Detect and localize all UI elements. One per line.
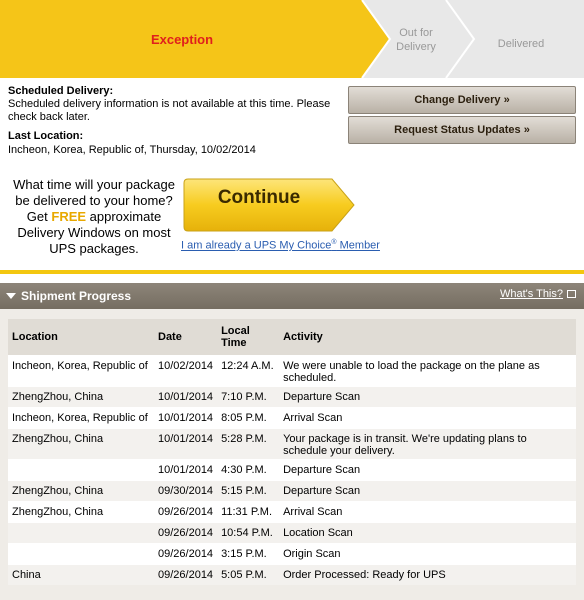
shipment-progress-header[interactable] <box>0 283 584 309</box>
cell-date: 10/01/2014 <box>154 428 217 459</box>
promo-line-3-post: approximate <box>86 209 162 224</box>
cell-date: 10/01/2014 <box>154 407 217 428</box>
header-time-line2: Time <box>221 336 247 349</box>
cell-activity: Arrival Scan <box>279 501 576 522</box>
member-link-text: I am already a UPS My Choice <box>181 239 332 252</box>
whats-this-text: What's This? <box>499 288 563 300</box>
cell-location: ZhengZhou, China <box>8 501 154 522</box>
my-choice-promo <box>6 177 182 257</box>
cell-activity: Departure Scan <box>279 386 576 407</box>
cell-time: 5:28 P.M. <box>217 428 279 459</box>
last-location-label: Last Location: <box>8 130 84 142</box>
cell-activity: Location Scan <box>279 522 576 543</box>
cell-time: 5:15 P.M. <box>217 480 279 501</box>
table-row <box>8 564 576 585</box>
header-date: Date <box>154 319 217 355</box>
cell-date: 10/02/2014 <box>154 355 217 386</box>
table-row <box>8 355 576 386</box>
cell-date: 09/26/2014 <box>154 543 217 564</box>
header-location: Location <box>8 319 154 355</box>
promo-line-3-pre: Get <box>26 209 52 224</box>
cell-location: China <box>8 564 154 585</box>
member-link-suffix: Member <box>336 239 380 252</box>
cell-location: Incheon, Korea, Republic of <box>8 407 154 428</box>
cell-activity: We were unable to load the package on the plane as scheduled. <box>279 355 576 386</box>
cell-time: 10:54 P.M. <box>217 522 279 543</box>
continue-button-shape[interactable] <box>182 177 356 233</box>
promo-line-3 <box>6 209 182 225</box>
collapse-triangle-icon <box>6 293 16 299</box>
cell-location <box>8 543 154 564</box>
cell-time: 11:31 P.M. <box>217 501 279 522</box>
popup-window-icon <box>567 290 576 298</box>
shipment-progress-label: Shipment Progress <box>21 289 132 303</box>
header-activity: Activity <box>279 319 576 355</box>
step-exception: Exception <box>150 31 214 47</box>
scheduled-delivery-label: Scheduled Delivery: <box>8 85 114 97</box>
cell-location: ZhengZhou, China <box>8 480 154 501</box>
promo-line-5: UPS packages. <box>49 241 139 256</box>
whats-this-link[interactable] <box>500 288 576 300</box>
cell-date: 10/01/2014 <box>154 459 217 480</box>
table-row <box>8 522 576 543</box>
header-local-time <box>217 319 279 355</box>
change-delivery-button[interactable]: Change Delivery » <box>348 86 576 114</box>
shipment-progress-body <box>0 309 584 600</box>
promo-line-4: Delivery Windows on most <box>17 225 171 240</box>
request-status-updates-button[interactable]: Request Status Updates » <box>348 116 576 144</box>
section-divider <box>0 270 584 274</box>
continue-label: Continue <box>217 187 301 208</box>
promo-line-2: be delivered to your home? <box>15 193 173 208</box>
cell-time: 8:05 P.M. <box>217 407 279 428</box>
cell-location <box>8 522 154 543</box>
continue-button[interactable] <box>182 177 356 236</box>
step-out-line1: Out for <box>399 27 433 39</box>
header-time-line1: Local <box>221 324 250 337</box>
table-row <box>8 407 576 428</box>
step-out-line2: Delivery <box>396 41 436 53</box>
cell-activity: Your package is in transit. We're updating plans to schedule your delivery. <box>279 428 576 459</box>
shipment-progress-title[interactable] <box>6 289 131 303</box>
cell-activity: Origin Scan <box>279 543 576 564</box>
cell-location: ZhengZhou, China <box>8 386 154 407</box>
table-body <box>8 355 576 585</box>
table-row <box>8 501 576 522</box>
cell-activity: Departure Scan <box>279 459 576 480</box>
delivery-info <box>0 78 584 272</box>
cell-location: ZhengZhou, China <box>8 428 154 459</box>
last-location-text: Incheon, Korea, Republic of, Thursday, 10/02/2014 <box>8 144 256 156</box>
cell-time: 4:30 P.M. <box>217 459 279 480</box>
cell-date: 09/26/2014 <box>154 522 217 543</box>
cell-time: 7:10 P.M. <box>217 386 279 407</box>
cell-date: 10/01/2014 <box>154 386 217 407</box>
table-header-row <box>8 319 576 355</box>
cell-time: 12:24 A.M. <box>217 355 279 386</box>
step-delivered: Delivered <box>497 38 545 50</box>
step-out-for-delivery <box>378 26 454 54</box>
table-row <box>8 386 576 407</box>
table-row <box>8 428 576 459</box>
cell-date: 09/26/2014 <box>154 564 217 585</box>
cell-date: 09/30/2014 <box>154 480 217 501</box>
progress-tracker <box>0 0 584 78</box>
cell-date: 09/26/2014 <box>154 501 217 522</box>
cell-location <box>8 459 154 480</box>
table-row <box>8 459 576 480</box>
my-choice-member-link[interactable] <box>181 239 380 252</box>
cell-time: 5:05 P.M. <box>217 564 279 585</box>
cell-activity: Order Processed: Ready for UPS <box>279 564 576 585</box>
cell-time: 3:15 P.M. <box>217 543 279 564</box>
cell-activity: Departure Scan <box>279 480 576 501</box>
scheduled-delivery-text: Scheduled delivery information is not available at this time. Please check back later. <box>8 98 331 123</box>
promo-line-1: What time will your package <box>13 177 175 192</box>
cell-location: Incheon, Korea, Republic of <box>8 355 154 386</box>
shipment-progress-table <box>8 319 576 585</box>
table-row <box>8 543 576 564</box>
promo-free: FREE <box>51 209 87 224</box>
cell-activity: Arrival Scan <box>279 407 576 428</box>
registered-mark: ® <box>331 239 337 246</box>
table-row <box>8 480 576 501</box>
